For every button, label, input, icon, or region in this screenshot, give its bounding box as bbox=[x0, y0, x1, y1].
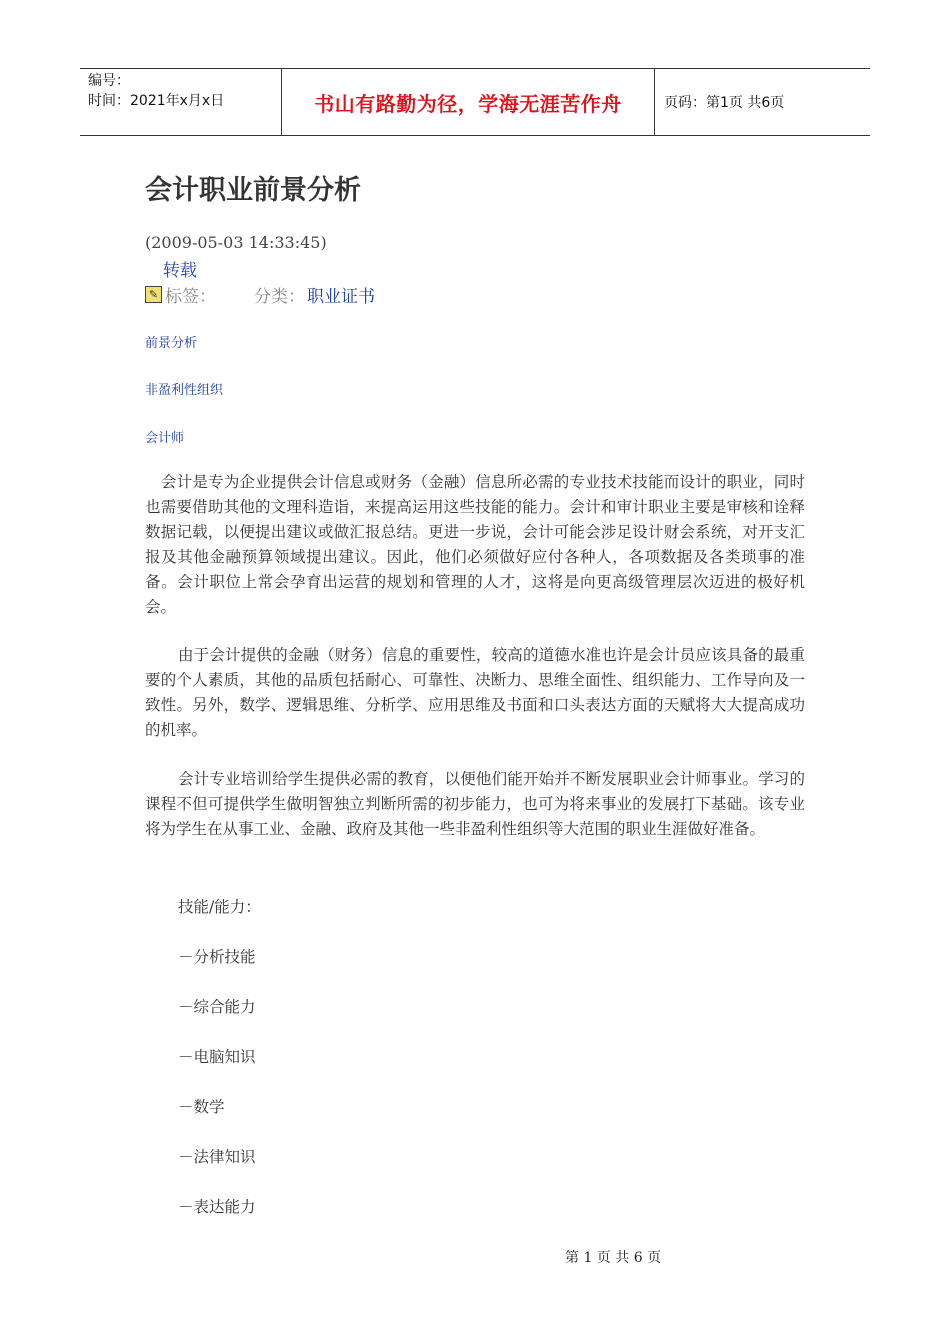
article-date: (2009-05-03 14:33:45) bbox=[145, 233, 327, 252]
article-title: 会计职业前景分析 bbox=[145, 175, 361, 206]
tag-icon: ✎ bbox=[145, 286, 162, 303]
number-label: 编号： bbox=[88, 73, 130, 89]
time-label: 时间：2021年x月x日 bbox=[88, 93, 225, 109]
category-label: 分类： bbox=[254, 287, 305, 307]
paragraph-3: 会计专业培训给学生提供必需的教育，以便他们能开始并不断发展职业会计师事业。学习的课程不但可提供学生做明智独立判断所需的初步能力，也可为将来事业的发展打下基础。该专业将为学生在从事工业、金融、政府及其他一些非盈利性组织等大范围的职业生涯做好准备。 bbox=[145, 770, 805, 838]
skill-item: －电脑知识 bbox=[178, 1048, 256, 1066]
tag-line bbox=[145, 282, 375, 307]
page-footer: 第 1 页 共 6 页 bbox=[565, 1250, 662, 1266]
paragraph-1: 会计是专为企业提供会计信息或财务（金融）信息所必需的专业技术技能而设计的职业，同时也需要借助其他的文理科造诣，来提高运用这些技能的能力。会计和审计职业主要是审核和诠释数据记载，以便提出建议或做汇报总结。更进一步说，会计可能会涉足设计财会系统，对开支汇报及其他金融预算领域提出建议。因此，他们必须做好应付各种人，各项数据及各类琐事的准备。会计职位上常会孕育出运营的规划和管理的人才，这将是向更高级管理层次迈进的极好机会。 bbox=[145, 473, 805, 616]
tag-link-nonprofit[interactable]: 非盈利性组织 bbox=[145, 383, 224, 398]
category-link[interactable]: 职业证书 bbox=[307, 287, 375, 307]
tag-link-accountant[interactable]: 会计师 bbox=[145, 431, 185, 446]
skill-item: －数学 bbox=[178, 1098, 225, 1116]
skill-item: －综合能力 bbox=[178, 998, 256, 1016]
repost-link[interactable]: 转载 bbox=[163, 261, 197, 281]
paragraph-2: 由于会计提供的金融（财务）信息的重要性，较高的道德水准也许是会计员应该具备的最重要的个人素质，其他的品质包括耐心、可靠性、决断力、思维全面性、组织能力、工作导向及一致性。另外，数学、逻辑思维、分析学、应用思维及书面和口头表达方面的天赋将大大提高成功的机率。 bbox=[145, 646, 805, 739]
header-motto: 书山有路勤为径，学海无涯苦作舟 bbox=[314, 91, 622, 116]
skills-heading: 技能/能力： bbox=[178, 898, 261, 916]
page-header bbox=[80, 68, 870, 136]
tag-link-prospect[interactable]: 前景分析 bbox=[145, 336, 198, 351]
header-motto-cell bbox=[282, 69, 655, 135]
tag-label: 标签： bbox=[165, 287, 216, 307]
skill-item: －表达能力 bbox=[178, 1198, 256, 1216]
header-page-info: 页码：第1页 共6页 bbox=[664, 95, 785, 111]
skill-item: －法律知识 bbox=[178, 1148, 256, 1166]
skill-item: －分析技能 bbox=[178, 948, 256, 966]
header-meta bbox=[80, 69, 282, 135]
